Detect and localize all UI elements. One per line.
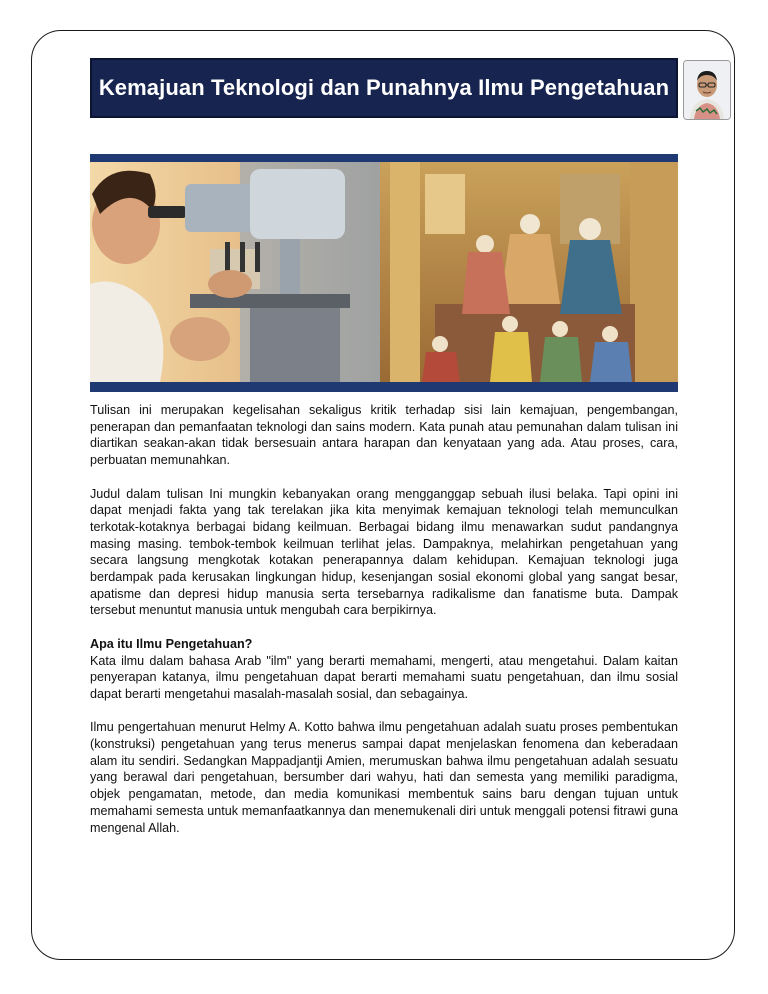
author-avatar — [683, 60, 731, 120]
paragraph-experts: Ilmu pengertahuan menurut Helmy A. Kotto bahwa ilmu pengetahuan adalah suatu proses pembentukan (konstruksi) pengetahuan yang terus menerus sampai dapat menjelaskan fenomena dan keberadaan alam itu sendiri. Sedangkan Mappadjantji Amien, merumuskan bahwa ilmu pengetahuan adalah sesuatu yang berawal dari pengetahuan, bersumber dari wahyu, hati dan semesta yang memiliki paradigma, objek pengamatan, metode, dan media komunikasi membentuk sains baru dengan tujuan untuk memahami semesta untuk memanfaatkannya dan menemukenali diri untuk menggali potensi fitrawi guna mengenal Allah. — [90, 720, 678, 835]
author-portrait-image — [684, 61, 730, 119]
scientist-microscope-photo — [90, 162, 380, 382]
section-heading: Apa itu Ilmu Pengetahuan? — [90, 636, 253, 651]
miniature-painting — [380, 162, 678, 382]
page-title: Kemajuan Teknologi dan Punahnya Ilmu Pengetahuan — [98, 75, 670, 100]
paragraph-intro: Tulisan ini merupakan kegelisahan sekaligus kritik terhadap sisi lain kemajuan, pengembangan, penerapan dan pemanfaatan teknologi dan sains modern. Kata punah atau pemunahan dalam tulisan ini diartikan seakan-akan tidak bersesuain antara harapan dan kenyataan yang ada. Atau proses, cara, perbuatan memunahkan. — [90, 403, 678, 468]
header-banner-image — [90, 154, 678, 392]
title-banner — [90, 58, 678, 118]
paragraph-definition: Kata ilmu dalam bahasa Arab "ilm" yang berarti memahami, mengerti, atau mengetahui. Dalam kaitan penyerapan katanya, ilmu pengetahuan dapat berarti memahami suatu pengetahuan, dan ilmu sosial dapat berarti mengetahui masalah-masalah sosial, dan sebagainya. — [90, 653, 678, 701]
article-body — [90, 402, 678, 853]
paragraph-judul: Judul dalam tulisan Ini mungkin kebanyakan orang mengganggap sebuah ilusi belaka. Tapi opini ini dapat menjadi fakta yang tak terelakan jika kita menyimak kemajuan teknologi telah memunculkan terkotak-kotaknya berbagai bidang keilmuan. Berbagai bidang ilmu menawarkan sudut pandangnya masing masing. tembok-tembok keilmuan terlihat jelas. Dampaknya, melahirkan pengetahuan yang secara langsung mengkotak kotakan penerapannya dalam kehidupan. Kemajuan teknologi juga berdampak pada kerusakan lingkungan hidup, kesenjangan sosial ekonomi global yang sangat besar, apatisme dan depresi hidup manusia serta tersebarnya radikalisme dan fanatisme buta. Dampak tersebut menuntut manusia untuk mengubah cara berpikirnya. — [90, 486, 678, 618]
